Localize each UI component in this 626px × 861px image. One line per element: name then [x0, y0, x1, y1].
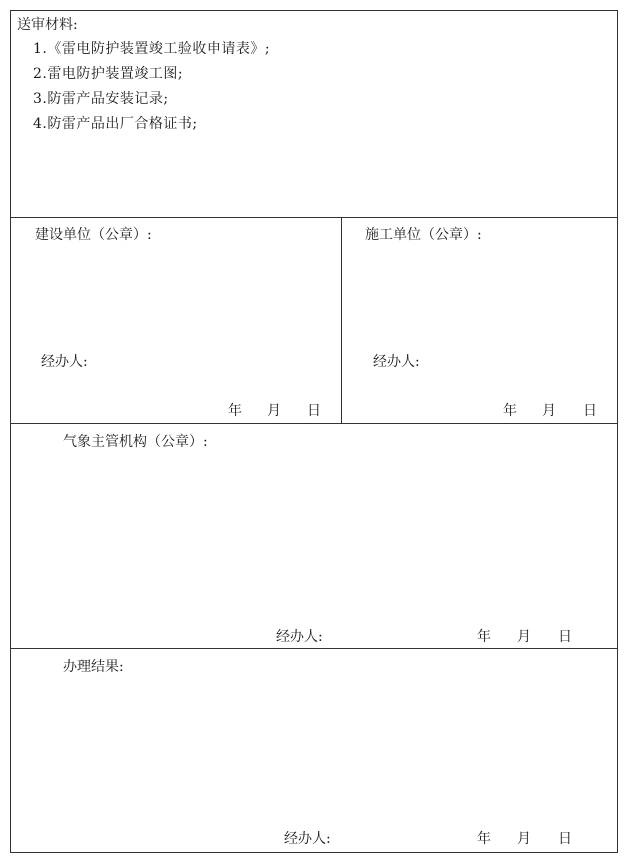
builder-unit-title: 施工单位（公章）: [365, 227, 482, 243]
materials-section [11, 11, 617, 218]
construction-day: 日 [307, 403, 321, 419]
materials-title: 送审材料: [17, 17, 78, 33]
builder-year: 年 [503, 403, 517, 419]
meteorological-section [11, 424, 617, 649]
builder-day: 日 [583, 403, 597, 419]
meteorological-title: 气象主管机构（公章）: [63, 434, 208, 450]
construction-handler-label: 经办人: [41, 354, 88, 370]
result-day: 日 [558, 831, 572, 847]
materials-item-4: 4.防雷产品出厂合格证书; [33, 116, 198, 132]
construction-month: 月 [267, 403, 281, 419]
builder-handler-label: 经办人: [373, 354, 420, 370]
materials-item-3: 3.防雷产品安装记录; [33, 91, 169, 107]
result-handler-label: 经办人: [284, 831, 331, 847]
materials-item-1: 1.《雷电防护装置竣工验收申请表》; [33, 41, 271, 57]
units-divider [341, 218, 342, 423]
result-section [11, 649, 617, 852]
units-section [11, 218, 617, 424]
materials-item-2: 2.雷电防护装置竣工图; [33, 66, 184, 82]
builder-month: 月 [542, 403, 556, 419]
construction-year: 年 [228, 403, 242, 419]
meteorological-day: 日 [558, 629, 572, 645]
result-year: 年 [477, 831, 491, 847]
meteorological-handler-label: 经办人: [276, 629, 323, 645]
approval-form [10, 10, 618, 853]
meteorological-year: 年 [477, 629, 491, 645]
result-title: 办理结果: [63, 659, 124, 675]
result-month: 月 [517, 831, 531, 847]
meteorological-month: 月 [517, 629, 531, 645]
construction-unit-title: 建设单位（公章）: [35, 227, 152, 243]
